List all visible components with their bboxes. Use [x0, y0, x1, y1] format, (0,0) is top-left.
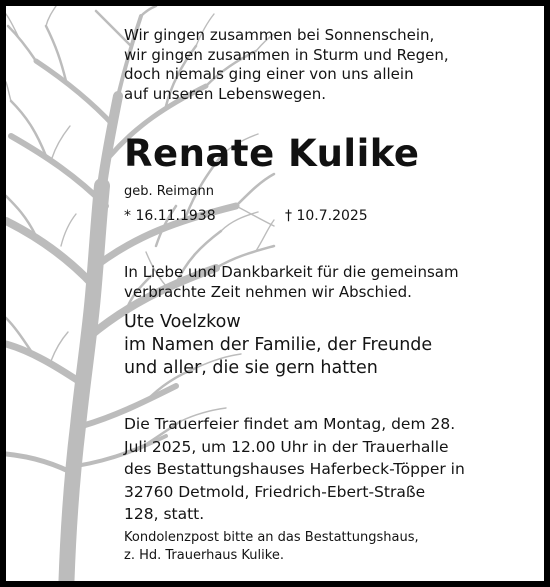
service-line: 128, statt. — [124, 505, 205, 523]
mourners-line: im Namen der Familie, der Freunde — [124, 335, 433, 355]
condolence-info — [124, 529, 419, 564]
service-line: Juli 2025, um 12.00 Uhr in der Trauerhalle — [124, 437, 449, 456]
poem-line: doch niemals ging einer von uns allein — [124, 65, 414, 83]
service-line: 32760 Detmold, Friedrich-Ebert-Straße — [124, 482, 426, 501]
birth-date: * 16.11.1938 — [124, 208, 216, 224]
poem-line: Wir gingen zusammen bei Sonnenschein, — [124, 26, 435, 44]
poem-line: auf unseren Lebenswegen. — [124, 84, 327, 103]
farewell-line: In Liebe und Dankbarkeit für die gemeinsam — [124, 263, 459, 281]
service-line: des Bestattungshauses Haferbeck-Töpper in — [124, 460, 465, 478]
poem-line: wir gingen zusammen in Sturm und Regen, — [124, 45, 449, 64]
mourners-line: und aller, die sie gern hatten — [124, 358, 378, 378]
farewell-line: verbrachte Zeit nehmen wir Abschied. — [124, 283, 412, 301]
condolence-line: z. Hd. Trauerhaus Kulike. — [124, 547, 284, 563]
mourners — [124, 311, 432, 380]
poem — [124, 26, 449, 104]
maiden-name: geb. Reimann — [124, 184, 214, 199]
funeral-service-info — [124, 413, 465, 526]
condolence-line: Kondolenzpost bitte an das Bestattungshaus, — [124, 530, 419, 545]
service-line: Die Trauerfeier findet am Montag, dem 28. — [124, 415, 456, 433]
death-date: † 10.7.2025 — [285, 208, 368, 224]
farewell-text — [124, 262, 459, 302]
mourner-name: Ute Voelzkow — [124, 312, 241, 332]
deceased-name: Renate Kulike — [124, 132, 420, 175]
